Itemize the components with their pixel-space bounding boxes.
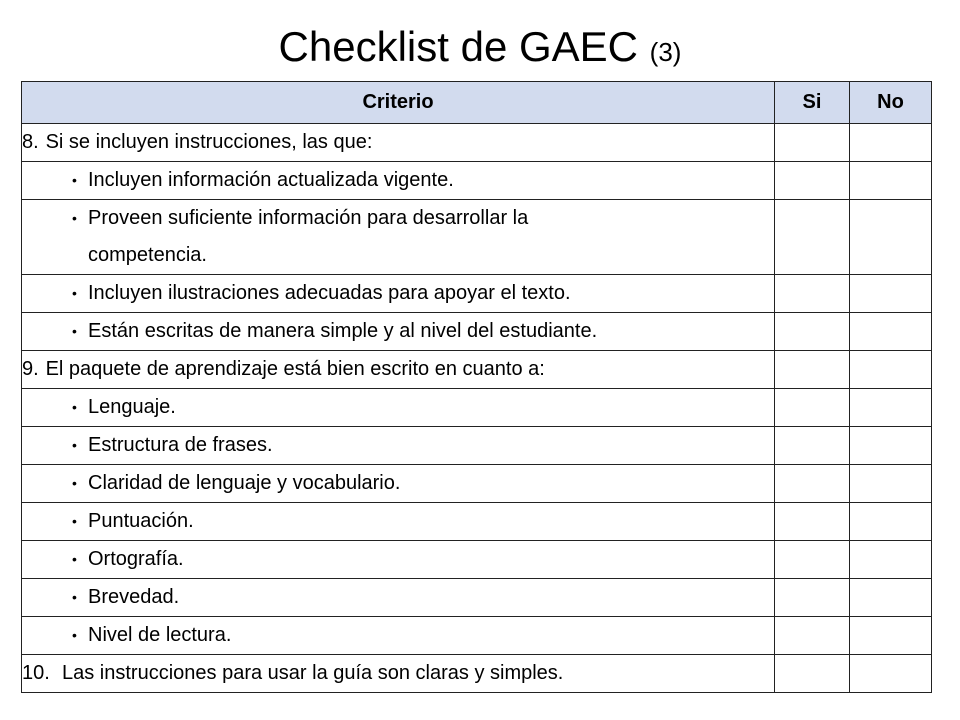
si-checkbox-cell[interactable] [775, 465, 850, 503]
criterion-cell [22, 351, 775, 389]
bullet-icon: • [72, 285, 77, 301]
si-checkbox-cell[interactable] [775, 124, 850, 162]
criterion-cell [22, 427, 775, 465]
bullet-icon: • [72, 627, 77, 643]
page-title-suffix: (3) [649, 37, 682, 67]
criterion-number: 9. [22, 358, 39, 380]
criterion-cell [22, 313, 775, 351]
table-row [22, 162, 932, 200]
bullet-icon: • [72, 513, 77, 529]
si-checkbox-cell[interactable] [775, 655, 850, 693]
criterion-cell [22, 541, 775, 579]
page-title [0, 22, 960, 77]
si-checkbox-cell[interactable] [775, 541, 850, 579]
si-checkbox-cell[interactable] [775, 503, 850, 541]
si-checkbox-cell[interactable] [775, 617, 850, 655]
table-row [22, 579, 932, 617]
si-checkbox-cell[interactable] [775, 313, 850, 351]
bullet-icon: • [72, 399, 77, 415]
criterion-text: Puntuación. [88, 510, 194, 532]
table-row [22, 541, 932, 579]
criterion-cell [22, 503, 775, 541]
criterion-text: Si se incluyen instrucciones, las que: [45, 131, 373, 153]
criterion-text: Claridad de lenguaje y vocabulario. [88, 472, 401, 494]
si-checkbox-cell[interactable] [775, 162, 850, 200]
criterion-cell [22, 389, 775, 427]
si-checkbox-cell[interactable] [775, 427, 850, 465]
table-header-row [22, 82, 932, 124]
criterion-cell [22, 579, 775, 617]
table-row [22, 275, 932, 313]
no-checkbox-cell[interactable] [850, 200, 932, 275]
no-checkbox-cell[interactable] [850, 162, 932, 200]
criterion-text: El paquete de aprendizaje está bien escrito en cuanto a: [45, 358, 545, 380]
page-title-main: Checklist de GAEC [278, 23, 638, 70]
bullet-icon: • [72, 210, 77, 226]
criterion-text: Nivel de lectura. [88, 624, 232, 646]
criterion-cell [22, 200, 775, 275]
criterion-text: Ortografía. [88, 548, 184, 570]
criterion-cell [22, 124, 775, 162]
no-checkbox-cell[interactable] [850, 313, 932, 351]
no-checkbox-cell[interactable] [850, 503, 932, 541]
header-no: No [850, 82, 932, 124]
bullet-icon: • [72, 551, 77, 567]
no-checkbox-cell[interactable] [850, 579, 932, 617]
criterion-text: Estructura de frases. [88, 434, 273, 456]
table-row [22, 124, 932, 162]
no-checkbox-cell[interactable] [850, 275, 932, 313]
no-checkbox-cell[interactable] [850, 124, 932, 162]
si-checkbox-cell[interactable] [775, 200, 850, 275]
table-row [22, 351, 932, 389]
criterion-cell [22, 162, 775, 200]
si-checkbox-cell[interactable] [775, 579, 850, 617]
table-row [22, 389, 932, 427]
criterion-text: Incluyen ilustraciones adecuadas para apoyar el texto. [88, 282, 571, 304]
bullet-icon: • [72, 172, 77, 188]
table-row [22, 427, 932, 465]
criterion-cell [22, 617, 775, 655]
criterion-cell [22, 275, 775, 313]
criterion-text: Incluyen información actualizada vigente. [88, 169, 454, 191]
no-checkbox-cell[interactable] [850, 427, 932, 465]
criterion-text: Lenguaje. [88, 396, 176, 418]
header-criterio: Criterio [22, 82, 775, 124]
checklist-table [21, 81, 932, 693]
criterion-number: 10. [22, 662, 50, 684]
bullet-icon: • [72, 323, 77, 339]
no-checkbox-cell[interactable] [850, 389, 932, 427]
no-checkbox-cell[interactable] [850, 541, 932, 579]
table-row [22, 200, 932, 275]
bullet-icon: • [72, 589, 77, 605]
criterion-text: Proveen suficiente información para desarrollar la competencia. [88, 207, 529, 266]
no-checkbox-cell[interactable] [850, 617, 932, 655]
table-row [22, 465, 932, 503]
si-checkbox-cell[interactable] [775, 389, 850, 427]
criterion-cell [22, 655, 775, 693]
bullet-icon: • [72, 475, 77, 491]
criterion-cell [22, 465, 775, 503]
table-row [22, 503, 932, 541]
si-checkbox-cell[interactable] [775, 275, 850, 313]
table-row [22, 617, 932, 655]
no-checkbox-cell[interactable] [850, 351, 932, 389]
header-si: Si [775, 82, 850, 124]
criterion-number: 8. [22, 131, 39, 153]
criterion-text: Las instrucciones para usar la guía son claras y simples. [62, 662, 564, 684]
bullet-icon: • [72, 437, 77, 453]
si-checkbox-cell[interactable] [775, 351, 850, 389]
no-checkbox-cell[interactable] [850, 655, 932, 693]
table-row [22, 313, 932, 351]
criterion-text: Están escritas de manera simple y al nivel del estudiante. [88, 320, 598, 342]
table-row [22, 655, 932, 693]
no-checkbox-cell[interactable] [850, 465, 932, 503]
criterion-text: Brevedad. [88, 586, 180, 608]
